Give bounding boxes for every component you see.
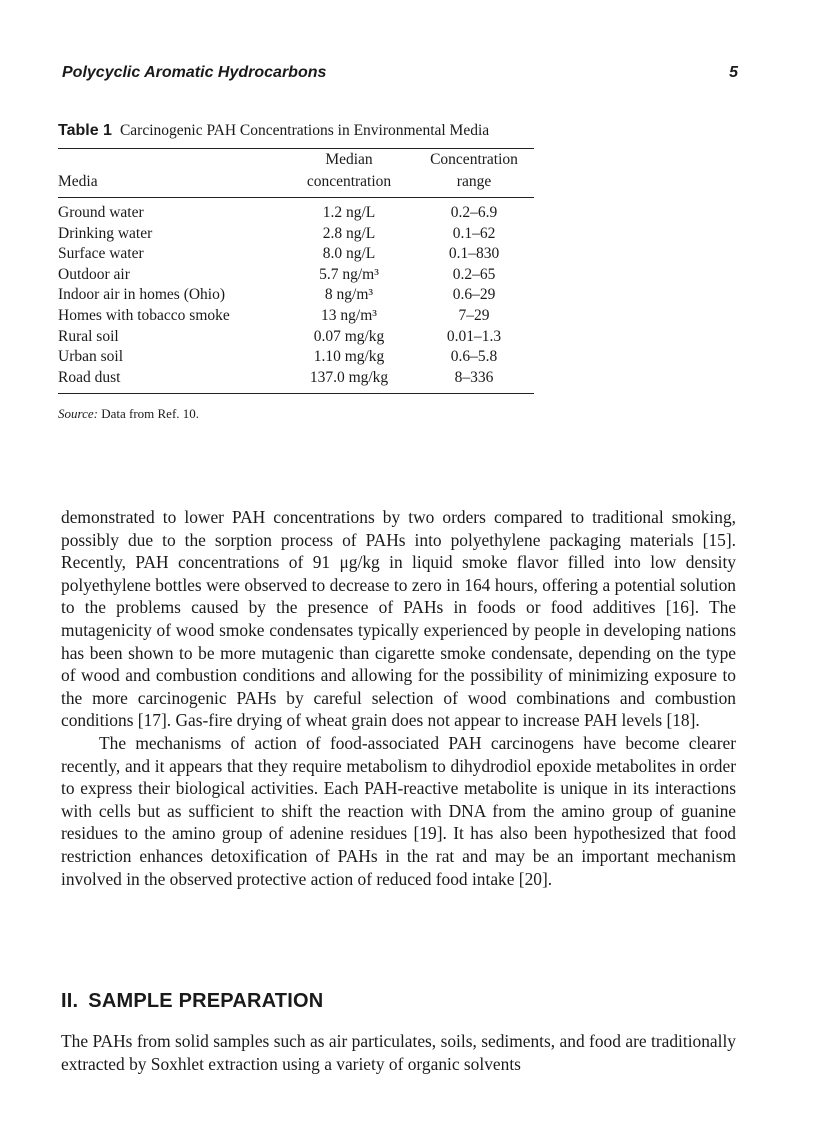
cell-media: Outdoor air — [58, 265, 130, 283]
cell-range: 8–336 — [454, 368, 494, 386]
body-text — [61, 506, 736, 890]
cell-range: 0.01–1.3 — [446, 327, 502, 345]
column-header-median-line2: concentration — [306, 173, 392, 190]
cell-median: 8 ng/m³ — [324, 286, 374, 304]
column-header-media: Media — [58, 173, 98, 191]
table-source-note — [58, 406, 534, 422]
table-row — [58, 198, 534, 224]
table-row — [58, 244, 534, 265]
cell-range: 0.1–62 — [452, 224, 496, 242]
cell-median: 1.10 mg/kg — [313, 348, 385, 366]
table-row — [58, 306, 534, 327]
column-header-range-line1: Concentration — [430, 151, 518, 168]
cell-media: Road dust — [58, 368, 121, 386]
column-header-range — [414, 149, 534, 198]
table-caption-text: Carcinogenic PAH Concentrations in Environmental Media — [119, 122, 490, 139]
cell-median: 0.07 mg/kg — [313, 327, 385, 345]
table-caption — [58, 121, 534, 140]
running-header — [62, 64, 738, 82]
cell-media: Ground water — [58, 204, 144, 221]
table-label: Table 1 — [58, 122, 112, 139]
section-text — [61, 1030, 736, 1076]
cell-median: 1.2 ng/L — [322, 204, 376, 221]
cell-media: Rural soil — [58, 327, 119, 345]
cell-median: 137.0 mg/kg — [309, 368, 389, 386]
column-header-median-line1: Median — [325, 151, 373, 168]
table-row — [58, 368, 534, 394]
section-number: II. — [61, 990, 79, 1012]
cell-range: 0.2–6.9 — [450, 204, 498, 221]
cell-media: Homes with tobacco smoke — [58, 306, 230, 324]
cell-range: 0.6–5.8 — [450, 348, 498, 366]
cell-range: 7–29 — [458, 306, 490, 324]
table-row — [58, 347, 534, 368]
table-header-row — [58, 149, 534, 198]
table-row — [58, 327, 534, 348]
column-header-median — [284, 149, 414, 198]
page-number: 5 — [729, 64, 738, 81]
table-row — [58, 285, 534, 306]
section-paragraph: The PAHs from solid samples such as air particulates, soils, sediments, and food are traditionally extracted by Soxhlet extraction using a variety of organic solvents — [61, 1031, 736, 1074]
body-paragraph-1: demonstrated to lower PAH concentrations by two orders compared to traditional smoking, possibly due to the sorption process of PAHs into polyethylene packaging materials [15]. Recently, PAH concentrations of 91 μg/kg in liquid smoke flavor filled into low density polyethylene bottles were observed to decrease to zero in 164 hours, offering a potential solution to the problems caused by the presence of PAHs in foods or food additives [16]. The mutagenicity of wood smoke condensates typically experienced by people in developing nations has been shown to be more mutagenic than cigarette smoke condensate, depending on the type of wood and combustion conditions and allowing for the possibility of minimizing exposure to the more carcinogenic PAHs by careful selection of wood combinations and combustion conditions [17]. Gas-fire drying of wheat grain does not appear to increase PAH levels [18]. — [61, 507, 736, 731]
table-row — [58, 265, 534, 286]
cell-median: 8.0 ng/L — [322, 245, 376, 263]
data-table — [58, 148, 534, 394]
table-1 — [58, 121, 534, 422]
column-header-range-line2: range — [456, 173, 492, 190]
cell-media: Drinking water — [58, 224, 153, 242]
cell-median: 5.7 ng/m³ — [319, 265, 379, 283]
section-title: SAMPLE PREPARATION — [88, 990, 324, 1012]
cell-range: 0.1–830 — [448, 245, 500, 263]
cell-median: 13 ng/m³ — [321, 306, 377, 324]
cell-range: 0.6–29 — [452, 286, 496, 304]
cell-media: Surface water — [58, 245, 144, 263]
source-text: Data from Ref. 10. — [101, 406, 200, 422]
running-title: Polycyclic Aromatic Hydrocarbons — [62, 64, 327, 81]
body-paragraph-2: The mechanisms of action of food-associated PAH carcinogens have become clearer recently, and it appears that they require metabolism to dihydrodiol epoxide metabolites in order to express their biological activities. Each PAH-reactive metabolite is unique in its interactions with cells but as sufficient to shift the reaction with DNA from the amino group of guanine residues to the amino group of adenine residues [19]. It has also been hypothesized that food restriction enhances detoxification of PAHs in the rat and may be an important mechanism involved in the observed protective action of reduced food intake [20]. — [61, 732, 736, 889]
source-label: Source: — [58, 406, 98, 422]
cell-media: Indoor air in homes (Ohio) — [58, 286, 226, 304]
cell-median: 2.8 ng/L — [322, 224, 376, 242]
section-heading — [61, 990, 323, 1013]
cell-range: 0.2–65 — [452, 265, 496, 283]
table-row — [58, 224, 534, 245]
cell-media: Urban soil — [58, 348, 124, 366]
